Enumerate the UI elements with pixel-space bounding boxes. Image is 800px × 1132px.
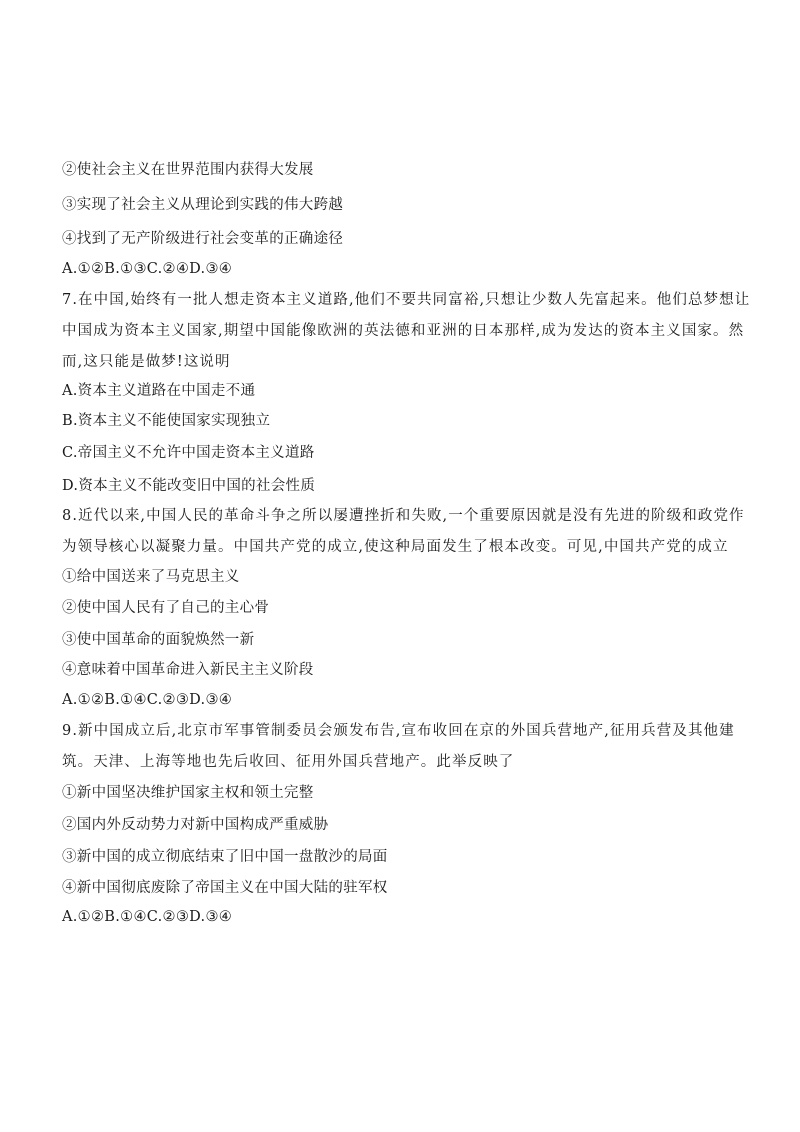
q8-answer-choices: A.①②B.①④C.②③D.③④ [62, 692, 233, 708]
q6-option-2: ②使社会主义在世界范围内获得大发展 [62, 162, 314, 178]
q8-option-4: ④意味着中国革命进入新民主主义阶段 [62, 662, 314, 678]
q9-option-3: ③新中国的成立彻底结束了旧中国一盘散沙的局面 [62, 849, 388, 865]
q8-option-1: ①给中国送来了马克思主义 [62, 569, 240, 585]
q8-option-3: ③使中国革命的面貌焕然一新 [62, 632, 255, 648]
q7-option-a: A.资本主义道路在中国走不通 [62, 383, 256, 399]
q6-option-3: ③实现了社会主义从理论到实践的伟大跨越 [62, 197, 344, 213]
q9-option-2: ②国内外反动势力对新中国构成严重威胁 [62, 817, 329, 833]
q9-stem: 9.新中国成立后,北京市军事管制委员会颁发布告,宣布收回在京的外国兵营地产,征用兵营及其他建筑。天津、上海等地也先后收回、征用外国兵营地产。此举反映了 [62, 723, 735, 770]
q6-option-4: ④找到了无产阶级进行社会变革的正确途径 [62, 231, 344, 247]
q9-answer-choices: A.①②B.①④C.②③D.③④ [62, 909, 233, 925]
q8-option-2: ②使中国人民有了自己的主心骨 [62, 600, 270, 616]
q7-option-c: C.帝国主义不允许中国走资本主义道路 [62, 445, 315, 461]
q9-option-4: ④新中国彻底废除了帝国主义在中国大陆的驻军权 [62, 880, 388, 896]
q7-option-b: B.资本主义不能使国家实现独立 [62, 413, 271, 429]
q7-option-d: D.资本主义不能改变旧中国的社会性质 [62, 478, 316, 494]
q7-stem: 7.在中国,始终有一批人想走资本主义道路,他们不要共同富裕,只想让少数人先富起来。他们总梦想让中国成为资本主义国家,期望中国能像欧洲的英法德和亚洲的日本那样,成为发达的资本主义国家。然而,这只能是做梦!这说明 [62, 292, 751, 370]
q6-answer-choices: A.①②B.①③C.②④D.③④ [62, 261, 233, 277]
q8-stem: 8.近代以来,中国人民的革命斗争之所以屡遭挫折和失败,一个重要原因就是没有先进的阶级和政党作为领导核心以凝聚力量。中国共产党的成立,使这种局面发生了根本改变。可见,中国共产党的成立 [62, 508, 745, 555]
q9-option-1: ①新中国坚决维护国家主权和领土完整 [62, 785, 314, 801]
